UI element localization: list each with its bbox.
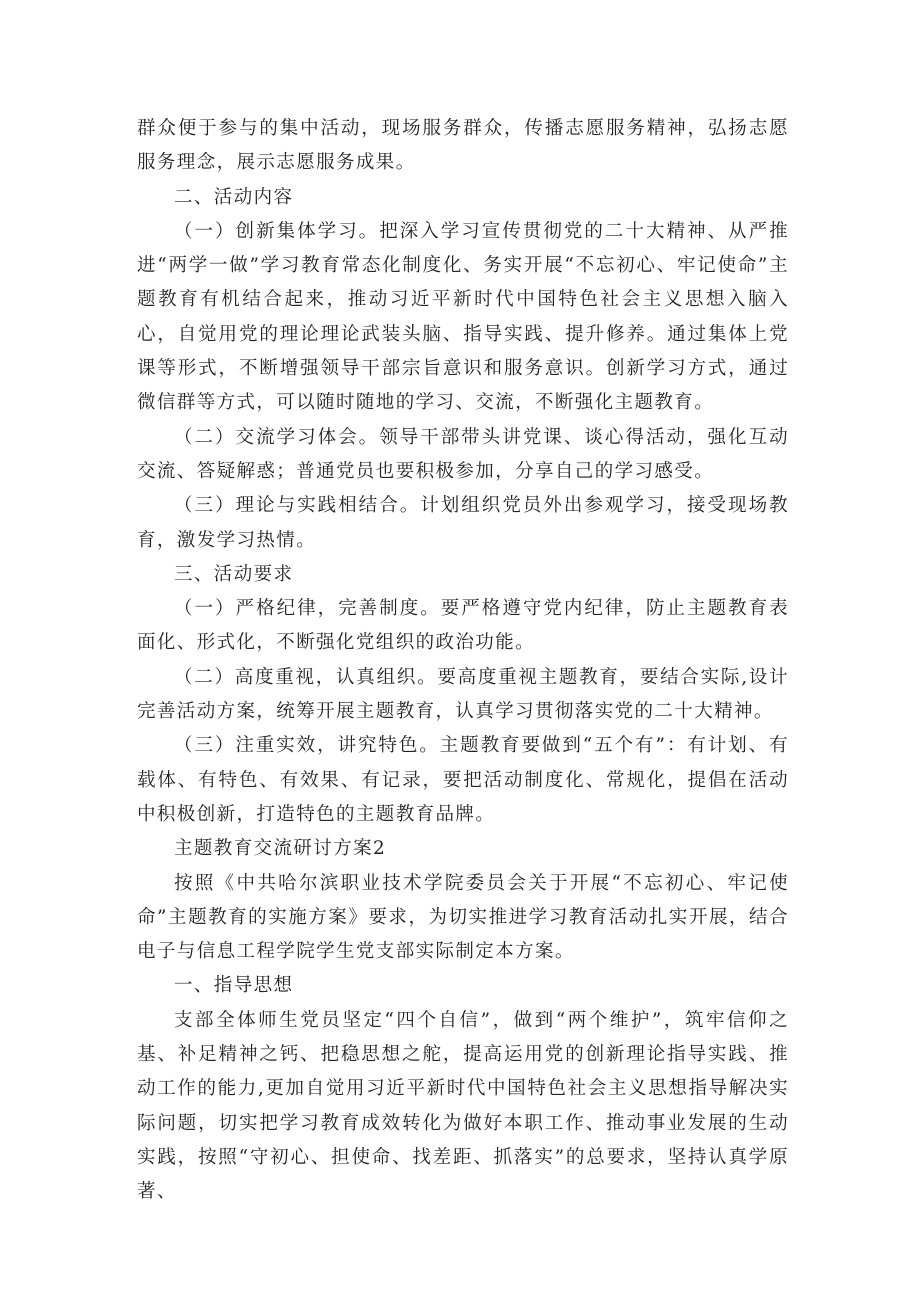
paragraph-according-to: 按照《中共哈尔滨职业技术学院委员会关于开展“不忘初心、牢记使命”主题教育的实施方案》要求，为切实推进学习教育活动扎实开展，结合电子与信息工程学院学生党支部实际制定本方案。 (137, 872, 789, 963)
section-heading-guiding-ideology: 一、指导思想 (174, 975, 294, 997)
paragraph-strict-discipline: （一）严格纪律，完善制度。要严格遵守党内纪律，防止主题教育表面化、形式化，不断强化党组织的政治功能。 (137, 598, 789, 654)
paragraph-exchange-experience: （二）交流学习体会。领导干部带头讲党课、谈心得活动，强化互动交流、答疑解惑；普通党员也要积极参加，分享自己的学习感受。 (137, 426, 789, 482)
paragraph-theory-practice: （三）理论与实践相结合。计划组织党员外出参观学习，接受现场教育，激发学习热情。 (137, 495, 789, 551)
paragraph-practical-results: （三）注重实效，讲究特色。主题教育要做到“五个有”：有计划、有载体、有特色、有效果、有记录，要把活动制度化、常规化，提倡在活动中积极创新，打造特色的主题教育品牌。 (137, 735, 789, 825)
paragraph-high-attention: （二）高度重视，认真组织。要高度重视主题教育，要结合实际,设计完善活动方案，统筹开展主题教育，认真学习贯彻落实党的二十大精神。 (137, 666, 789, 723)
document-section-title: 主题教育交流研讨方案2 (174, 838, 387, 860)
paragraph-continuation: 群众便于参与的集中活动，现场服务群众，传播志愿服务精神，弘扬志愿服务理念，展示志愿服务成果。 (137, 118, 789, 174)
section-heading-activity-content: 二、活动内容 (174, 186, 294, 208)
document-body (137, 112, 789, 1210)
paragraph-collective-study: （一）创新集体学习。把深入学习宣传贯彻党的二十大精神、从严推进“两学一做”学习教育常态化制度化、务实开展“不忘初心、牢记使命”主题教育有机结合起来，推动习近平新时代中国特色社会主义思想入脑入心，自觉用党的理论理论武装头脑、指导实践、提升修养。通过集体上党课等形式，不断增强领导干部宗旨意识和服务意识。创新学习方式，通过微信群等方式，可以随时随地的学习、交流，不断强化主题教育。 (137, 220, 789, 414)
section-heading-activity-requirements: 三、活动要求 (174, 563, 294, 585)
paragraph-guiding-ideology-body: 支部全体师生党员坚定“四个自信”，做到“两个维护”，筑牢信仰之基、补足精神之钙、把稳思想之舵，提高运用党的创新理论指导实践、推动工作的能力,更加自觉用习近平新时代中国特色社会主义思想指导解决实际问题，切实把学习教育成效转化为做好本职工作、推动事业发展的生动实践，按照“守初心、担使命、找差距、抓落实”的总要求，坚持认真学原著、 (137, 1009, 789, 1203)
